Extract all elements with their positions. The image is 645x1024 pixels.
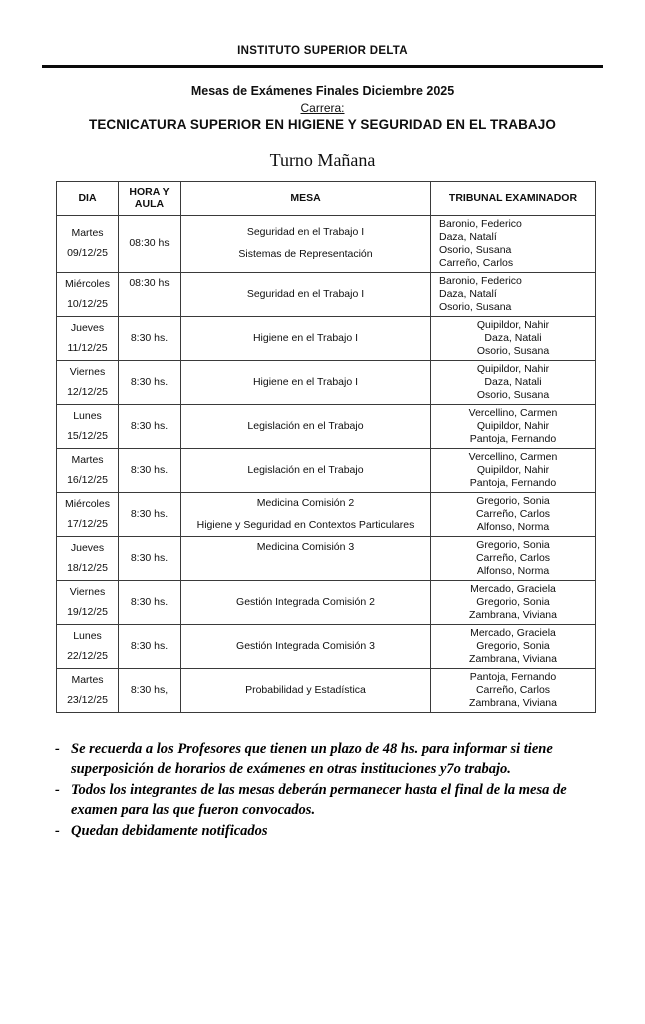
hour-label: 8:30 hs. xyxy=(130,595,169,608)
mesa-stack xyxy=(182,420,429,433)
day-name: Lunes xyxy=(73,629,102,642)
hour-label: 8:30 hs. xyxy=(130,639,169,652)
header-rule-divider xyxy=(42,65,603,68)
hour-cell xyxy=(119,668,181,712)
hour-label: 8:30 hs. xyxy=(130,331,169,344)
table-row xyxy=(57,492,596,536)
day-stack xyxy=(58,498,117,531)
column-header-tribunal: TRIBUNAL EXAMINADOR xyxy=(431,181,596,215)
mesa-subject: Legislación en el Trabajo xyxy=(247,463,364,476)
exam-session-title: Mesas de Exámenes Finales Diciembre 2025 xyxy=(190,83,455,98)
mesa-stack xyxy=(182,497,429,532)
mesa-stack xyxy=(182,684,429,697)
mesa-subject: Legislación en el Trabajo xyxy=(247,419,364,432)
tribunal-cell xyxy=(431,404,596,448)
note-line: examen para las que fueron convocados. xyxy=(71,802,316,818)
hour-cell xyxy=(119,624,181,668)
day-date: 18/12/25 xyxy=(67,561,108,574)
hour-cell xyxy=(119,448,181,492)
table-row xyxy=(57,624,596,668)
tribunal-member: Daza, Natalí xyxy=(439,230,497,243)
tribunal-cell xyxy=(431,215,596,272)
hour-cell xyxy=(119,580,181,624)
day-date: 15/12/25 xyxy=(67,429,108,442)
mesa-cell xyxy=(181,624,431,668)
day-name: Viernes xyxy=(69,585,106,598)
mesa-cell xyxy=(181,448,431,492)
notes-list xyxy=(55,739,597,842)
day-name: Miércoles xyxy=(65,277,110,290)
note-dash: - xyxy=(55,740,60,757)
table-row xyxy=(57,448,596,492)
tribunal-member: Gregorio, Sonia xyxy=(476,639,550,652)
table-row xyxy=(57,668,596,712)
note-line: Se recuerda a los Profesores que tienen un plazo de 48 hs. para informar si tiene xyxy=(71,740,553,757)
tribunal-member: Osorio, Susana xyxy=(476,388,550,401)
mesa-subject: Higiene en el Trabajo I xyxy=(252,375,359,388)
tribunal-member: Vercellino, Carmen xyxy=(468,450,558,463)
tribunal-member: Daza, Natalí xyxy=(439,287,497,300)
note-line: Todos los integrantes de las mesas deberán permanecer hasta el final de la mesa de xyxy=(71,781,567,798)
hour-cell xyxy=(119,272,181,316)
tribunal-member: Gregorio, Sonia xyxy=(476,538,550,551)
mesa-stack xyxy=(182,596,429,609)
mesa-subject: Seguridad en el Trabajo I xyxy=(246,226,365,238)
tribunal-member: Baronio, Federico xyxy=(439,217,522,230)
mesa-stack xyxy=(182,376,429,389)
table-row xyxy=(57,580,596,624)
day-cell xyxy=(57,272,119,316)
tribunal-cell xyxy=(431,272,596,316)
tribunal-member: Vercellino, Carmen xyxy=(468,406,558,419)
day-cell xyxy=(57,536,119,580)
tribunal-member: Mercado, Graciela xyxy=(470,582,556,595)
day-name: Martes xyxy=(71,453,104,466)
mesa-cell xyxy=(181,215,431,272)
table-row xyxy=(57,360,596,404)
mesa-cell xyxy=(181,536,431,580)
day-cell xyxy=(57,448,119,492)
mesa-stack xyxy=(182,541,429,554)
day-name: Jueves xyxy=(70,541,105,554)
day-cell xyxy=(57,492,119,536)
day-stack xyxy=(58,366,117,399)
day-date: 12/12/25 xyxy=(67,385,108,398)
mesa-stack xyxy=(182,288,429,301)
note-line: Quedan debidamente notificados xyxy=(71,822,268,839)
note-text xyxy=(71,739,597,780)
day-date: 22/12/25 xyxy=(67,649,108,662)
tribunal-member: Quipildor, Nahir xyxy=(476,463,550,476)
day-name: Viernes xyxy=(69,365,106,378)
hour-cell xyxy=(119,215,181,272)
table-row xyxy=(57,536,596,580)
tribunal-cell xyxy=(431,668,596,712)
hour-label: 8:30 hs. xyxy=(130,507,169,520)
table-row xyxy=(57,272,596,316)
column-header-hora-aula: HORA Y AULA xyxy=(119,181,181,215)
mesa-subject: Seguridad en el Trabajo I xyxy=(246,287,365,300)
tribunal-member: Baronio, Federico xyxy=(439,274,522,287)
mesa-cell xyxy=(181,580,431,624)
mesa-stack xyxy=(182,332,429,345)
note-text xyxy=(71,821,597,842)
column-header-mesa: MESA xyxy=(181,181,431,215)
day-stack xyxy=(58,586,117,619)
day-stack xyxy=(58,227,117,260)
mesa-cell xyxy=(181,360,431,404)
mesa-stack xyxy=(182,640,429,653)
tribunal-member: Zambrana, Viviana xyxy=(469,696,557,709)
day-cell xyxy=(57,404,119,448)
day-stack xyxy=(58,322,117,355)
tribunal-member: Quipildor, Nahir xyxy=(476,362,550,375)
mesa-subject: Gestión Integrada Comisión 2 xyxy=(236,595,375,608)
exam-table-body xyxy=(57,215,596,712)
shift-title: Turno Mañana xyxy=(269,149,376,170)
day-stack xyxy=(58,278,117,311)
tribunal-cell xyxy=(431,492,596,536)
mesa-cell xyxy=(181,668,431,712)
mesa-subject: Probabilidad y Estadística xyxy=(245,683,366,696)
tribunal-member: Osorio, Susana xyxy=(476,344,550,357)
hour-label: 8:30 hs. xyxy=(130,419,169,432)
day-date: 09/12/25 xyxy=(67,247,108,259)
tribunal-member: Zambrana, Viviana xyxy=(469,652,557,665)
note-text xyxy=(71,780,597,821)
hour-cell xyxy=(119,360,181,404)
tribunal-member: Mercado, Graciela xyxy=(470,626,556,639)
tribunal-member: Carreño, Carlos xyxy=(475,507,551,520)
day-name: Lunes xyxy=(73,409,102,422)
note-dash: - xyxy=(55,781,60,798)
tribunal-member: Pantoja, Fernando xyxy=(469,476,557,489)
column-header-dia: DIA xyxy=(57,181,119,215)
tribunal-cell xyxy=(431,360,596,404)
hour-label: 8:30 hs. xyxy=(130,375,169,388)
mesa-subject: Higiene y Seguridad en Contextos Particulares xyxy=(196,518,415,531)
tribunal-member: Gregorio, Sonia xyxy=(476,595,550,608)
day-cell xyxy=(57,360,119,404)
tribunal-cell xyxy=(431,316,596,360)
day-cell xyxy=(57,316,119,360)
hour-label: 8:30 hs. xyxy=(130,463,169,476)
day-cell xyxy=(57,668,119,712)
day-stack xyxy=(58,542,117,575)
mesa-stack xyxy=(182,464,429,477)
hour-label: 8:30 hs, xyxy=(130,683,169,696)
mesa-subject: Gestión Integrada Comisión 3 xyxy=(236,639,375,652)
hour-label: 8:30 hs. xyxy=(130,551,169,564)
tribunal-member: Gregorio, Sonia xyxy=(476,494,550,507)
day-name: Martes xyxy=(71,673,104,686)
tribunal-member: Pantoja, Fernando xyxy=(469,432,557,445)
mesa-subject: Higiene en el Trabajo I xyxy=(252,331,359,344)
tribunal-cell xyxy=(431,624,596,668)
day-name: Miércoles xyxy=(65,497,110,510)
day-date: 17/12/25 xyxy=(67,517,108,530)
tribunal-member: Alfonso, Norma xyxy=(476,520,550,533)
day-cell xyxy=(57,624,119,668)
mesa-subject: Medicina Comisión 3 xyxy=(256,540,355,553)
day-name: Martes xyxy=(71,227,104,239)
day-stack xyxy=(58,674,117,707)
day-date: 10/12/25 xyxy=(67,297,108,310)
exam-schedule-table xyxy=(56,181,596,713)
mesa-cell xyxy=(181,272,431,316)
note-item xyxy=(55,780,597,821)
note-dash: - xyxy=(55,822,60,839)
tribunal-member: Osorio, Susana xyxy=(439,243,512,256)
table-row xyxy=(57,316,596,360)
day-date: 23/12/25 xyxy=(67,693,108,706)
mesa-cell xyxy=(181,404,431,448)
tribunal-member: Quipildor, Nahir xyxy=(476,318,550,331)
table-header-row xyxy=(57,181,596,215)
day-date: 16/12/25 xyxy=(67,473,108,486)
day-cell xyxy=(57,580,119,624)
hour-cell xyxy=(119,404,181,448)
day-name: Jueves xyxy=(70,321,105,334)
tribunal-member: Carreño, Carlos xyxy=(475,551,551,564)
hour-cell xyxy=(119,492,181,536)
tribunal-member: Daza, Natali xyxy=(484,331,542,344)
tribunal-member: Pantoja, Fernando xyxy=(469,670,557,683)
table-row xyxy=(57,404,596,448)
tribunal-member: Osorio, Susana xyxy=(439,300,512,313)
day-cell xyxy=(57,215,119,272)
hour-cell xyxy=(119,536,181,580)
tribunal-member: Zambrana, Viviana xyxy=(469,608,557,621)
table-row xyxy=(57,215,596,272)
hour-cell xyxy=(119,316,181,360)
tribunal-member: Daza, Natali xyxy=(484,375,542,388)
day-date: 19/12/25 xyxy=(67,605,108,618)
note-item xyxy=(55,821,597,842)
hour-label: 08:30 hs xyxy=(129,237,170,249)
day-date: 11/12/25 xyxy=(67,341,108,354)
career-name: TECNICATURA SUPERIOR EN HIGIENE Y SEGURIDAD EN EL TRABAJO xyxy=(88,116,556,132)
mesa-cell xyxy=(181,316,431,360)
tribunal-cell xyxy=(431,580,596,624)
tribunal-cell xyxy=(431,448,596,492)
day-stack xyxy=(58,454,117,487)
mesa-subject: Sistemas de Representación xyxy=(238,248,373,260)
tribunal-member: Quipildor, Nahir xyxy=(476,419,550,432)
mesa-cell xyxy=(181,492,431,536)
note-item xyxy=(55,739,597,780)
tribunal-member: Carreño, Carlos xyxy=(475,683,551,696)
tribunal-member: Alfonso, Norma xyxy=(476,564,550,577)
institution-title: INSTITUTO SUPERIOR DELTA xyxy=(237,45,408,57)
note-line: superposición de horarios de exámenes en otras instituciones y7o trabajo. xyxy=(71,761,511,777)
tribunal-member: Carreño, Carlos xyxy=(439,256,514,269)
mesa-stack xyxy=(182,226,429,261)
day-stack xyxy=(58,630,117,663)
day-stack xyxy=(58,410,117,443)
table-header xyxy=(57,181,596,215)
career-label: Carrera: xyxy=(300,100,345,115)
tribunal-cell xyxy=(431,536,596,580)
mesa-subject: Medicina Comisión 2 xyxy=(256,496,355,509)
hour-label: 08:30 hs xyxy=(129,276,170,289)
